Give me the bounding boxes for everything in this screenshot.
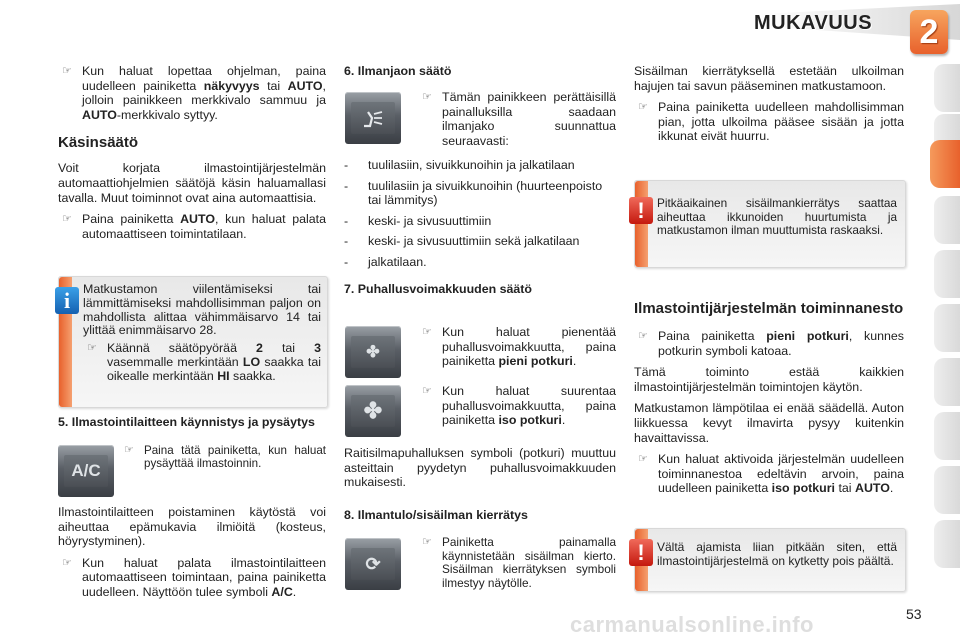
distribution-button-image: [345, 92, 401, 144]
page-number: 53: [906, 606, 922, 622]
warning-box-stripe: [635, 181, 648, 267]
text: Paina tätä painiketta, kun haluat pysäyttää ilmastoinnin.: [144, 444, 326, 471]
recirc-caption: [418, 536, 616, 590]
fan-text-block: [344, 446, 616, 522]
exclamation-icon: !: [629, 539, 653, 566]
text: vasemmalle merkintään: [107, 354, 243, 369]
bold-text: HI: [217, 368, 230, 383]
fan-large-block: [418, 384, 616, 435]
bullet-recirc: [634, 100, 904, 144]
bold-text: iso potkuri: [498, 413, 562, 428]
text: tuulilasiin, sivuikkunoihin ja jalkatilaan: [368, 158, 575, 172]
recirculation-icon: ⟳: [351, 548, 395, 580]
small-fan-icon: ✤: [351, 336, 395, 368]
bullet-stop-program: [58, 64, 326, 122]
section-6-title-block: [344, 64, 618, 79]
bold-text: LO: [242, 354, 261, 369]
section-6-caption: [418, 90, 616, 155]
text: saakka.: [229, 368, 276, 383]
text: .: [889, 481, 894, 496]
ac-button-image: [58, 445, 114, 497]
large-fan-icon: ✤: [351, 395, 395, 427]
exclamation-icon: !: [629, 197, 653, 224]
column-3-bottom: [634, 300, 904, 503]
text: Tämän painikkeen perättäisillä painalluksilla saadaan ilmanjako suunnattua seuraavasti:: [442, 90, 616, 148]
pointing-hand-icon: ☞: [62, 65, 72, 77]
text: saakka tai oikealle merkintään: [107, 354, 321, 383]
chapter-tab-active[interactable]: [930, 140, 960, 188]
text: keski- ja sivusuuttimiin: [368, 213, 492, 228]
bold-text: 2: [256, 341, 263, 356]
warning-box-1: [634, 180, 906, 268]
bullet-auto: [58, 212, 326, 241]
pointing-hand-icon: ☞: [422, 326, 432, 338]
section-6-title: 6. Ilmanjaon säätö: [344, 64, 452, 78]
list-item: [344, 179, 616, 208]
text: Kun haluat aktivoida järjestelmän uudelleen toiminnanestoa edeltävin arvoin, paina uudelleen painiketta: [658, 452, 904, 496]
text: Kun haluat suurentaa puhallusvoimakkuutta, paina painiketta: [442, 384, 616, 428]
pointing-hand-icon: ☞: [422, 91, 432, 103]
text: Paina painiketta: [82, 212, 181, 227]
list-item: [344, 234, 616, 249]
chapter-number: 2: [919, 12, 939, 51]
bold-text: näkyvyys: [203, 78, 260, 93]
text: , kun haluat palata automaattiseen toimintatilaan.: [82, 212, 326, 241]
chapter-tab[interactable]: [934, 358, 960, 406]
list-item: [344, 255, 616, 270]
text: tuulilasiin ja sivuikkunoihin (huurteenpoisto tai lämmitys): [368, 178, 603, 208]
chapter-badge: [910, 10, 948, 54]
bullet-ac: [58, 556, 326, 600]
bold-text: iso potkuri: [771, 481, 836, 496]
info-text: Matkustamon viilentämiseksi tai lämmittämiseksi mahdollisimman paljon on mahdollista alittaa vähimmäisarvo 14 tai ylittää enimmäisarvo 28.: [83, 282, 321, 338]
heading-system-off: Ilmastointijärjestelmän toiminnanesto: [634, 300, 904, 317]
paragraph-off-2: Matkustamon lämpötilaa ei enää säädellä. Auton liikkuessa kevyt ilmavirta pysyy kuitenkin havaittavissa.: [634, 401, 904, 445]
chapter-tab[interactable]: [934, 304, 960, 352]
bullet-fan-large: [418, 384, 616, 428]
info-bullet: [83, 342, 321, 383]
heading-manual: Käsinsäätö: [58, 134, 139, 152]
text: jalkatilaan.: [368, 254, 427, 269]
text: , jolloin painikkeen merkkivalo sammuu ja: [82, 78, 326, 108]
text: Kun haluat pienentää puhallusvoimakkuutta, paina painiketta: [442, 325, 616, 369]
text: Painiketta painamalla käynnistetään sisäilman kierto. Sisäilman kierrätyksen symboli ilmestyy näytölle.: [442, 535, 616, 590]
dash-marker: -: [344, 158, 349, 172]
pointing-hand-icon: ☞: [62, 213, 72, 226]
header-banner: [754, 0, 960, 56]
list-item: [344, 158, 616, 173]
bold-text: AUTO: [180, 212, 215, 227]
text: tai: [259, 78, 288, 93]
text: keski- ja sivusuuttimiin sekä jalkatilaan: [368, 234, 580, 249]
recirculation-button-image: [345, 538, 401, 590]
pointing-hand-icon: ☞: [124, 444, 134, 456]
column-1: [58, 64, 326, 248]
section-5-title: 5. Ilmastointilaitteen käynnistys ja pysäytys: [58, 415, 315, 429]
bold-text: pieni potkuri: [498, 354, 573, 369]
info-icon: i: [55, 287, 79, 314]
pointing-hand-icon: ☞: [87, 342, 97, 355]
ac-caption-block: [124, 444, 326, 478]
distribution-list: [344, 158, 616, 296]
paragraph-fan: Raitisilmapuhalluksen symboli (potkuri) muuttuu asteittain pyydetyn puhallusvoimakkuuden mukaisesti.: [344, 446, 616, 490]
warning-box-2: [634, 528, 906, 592]
pointing-hand-icon: ☞: [638, 101, 648, 114]
paragraph-ac: Ilmastointilaitteen poistaminen käytöstä voi aiheuttaa epämukavia ilmiöitä (kosteus, höyrystyminen).: [58, 505, 326, 549]
text: , kunnes potkurin symboli katoaa.: [658, 329, 904, 358]
section-title: MUKAVUUS: [754, 12, 873, 34]
chapter-tab[interactable]: [934, 466, 960, 514]
chapter-tab[interactable]: [934, 520, 960, 568]
recirc-caption-block: [418, 536, 616, 597]
text: Kun haluat lopettaa ohjelman, paina uudelleen painiketta: [82, 64, 326, 93]
fan-small-button-image: [345, 326, 401, 378]
pointing-hand-icon: ☞: [422, 385, 432, 397]
bold-text: pieni potkuri: [766, 329, 849, 343]
paragraph-recirc: Sisäilman kierrätyksellä estetään ulkoilman hajujen tai savun pääseminen matkustamoon.: [634, 64, 904, 93]
bold-text: AUTO: [855, 481, 890, 496]
bullet-system-off: [634, 329, 904, 358]
paragraph-off-1: Tämä toiminto estää kaikkien ilmastointijärjestelmän toimintojen käytön.: [634, 365, 904, 394]
section-8-title: 8. Ilmantulo/sisäilman kierrätys: [344, 507, 528, 522]
text: .: [561, 413, 566, 428]
bold-text: AUTO: [287, 78, 323, 93]
ac-caption: [124, 444, 326, 471]
text: Paina painiketta uudelleen mahdollisimman pian, jotta ulkoilma pääsee sisään ja jotta ikkunat eivät huurru.: [658, 100, 904, 144]
seat-airflow-icon: [360, 108, 386, 128]
dash-marker: -: [344, 213, 349, 228]
pointing-hand-icon: ☞: [638, 330, 648, 342]
dash-marker: -: [344, 234, 349, 249]
distribution-caption: [418, 90, 616, 148]
bold-text: 3: [314, 341, 321, 356]
pointing-hand-icon: ☞: [422, 536, 432, 548]
text: .: [572, 354, 577, 369]
list-item: [344, 214, 616, 229]
bold-text: A/C: [271, 584, 293, 599]
dash-marker: -: [344, 178, 349, 193]
pointing-hand-icon: ☞: [62, 556, 72, 569]
section-5: [58, 415, 326, 430]
fan-small-block: [418, 325, 616, 376]
chapter-tab[interactable]: [934, 64, 960, 112]
warning-1-text: Pitkäaikainen sisäilmankierrätys saattaa aiheuttaa ikkunoiden huurtumista ja matkustamon ilman muuttumista raskaaksi.: [657, 196, 897, 238]
text: tai: [262, 341, 315, 356]
text: tai: [835, 481, 855, 496]
bold-text: AUTO: [82, 107, 117, 122]
watermark: carmanualsonline.info: [570, 612, 814, 637]
text: Käännä säätöpyörää: [107, 341, 256, 356]
dash-marker: -: [344, 254, 349, 269]
paragraph-manual: Voit korjata ilmastointijärjestelmän automaattiohjelmien säätöjä käsin haluamallasi tavalla. Muut toiminnot ovat aina automaattisia.: [58, 161, 326, 205]
column-3-top: [634, 64, 904, 151]
fan-large-button-image: [345, 385, 401, 437]
info-box: [58, 276, 328, 408]
bullet-reactivate: [634, 452, 904, 496]
ac-button-label: A/C: [64, 455, 108, 487]
text: -merkkivalo syttyy.: [116, 107, 218, 122]
chapter-tab[interactable]: [934, 196, 960, 244]
bullet-fan-small: [418, 325, 616, 369]
pointing-hand-icon: ☞: [638, 453, 648, 466]
air-distribution-icon: [351, 102, 395, 134]
ac-text-block: [58, 505, 326, 607]
warning-2-text: Vältä ajamista liian pitkään siten, että ilmastointijärjestelmä on kytketty pois päältä.: [657, 540, 897, 568]
chapter-tab[interactable]: [934, 412, 960, 460]
section-7-title: 7. Puhallusvoimakkuuden säätö: [344, 281, 532, 296]
text: Paina painiketta: [658, 329, 767, 343]
chapter-tab[interactable]: [934, 250, 960, 298]
text: Kun haluat palata ilmastointilaitteen automaattiseen toimintaan, paina painiketta uudelleen. Näyttöön tulee symboli: [82, 555, 326, 599]
text: .: [292, 584, 297, 599]
info-box-content: [83, 283, 321, 384]
